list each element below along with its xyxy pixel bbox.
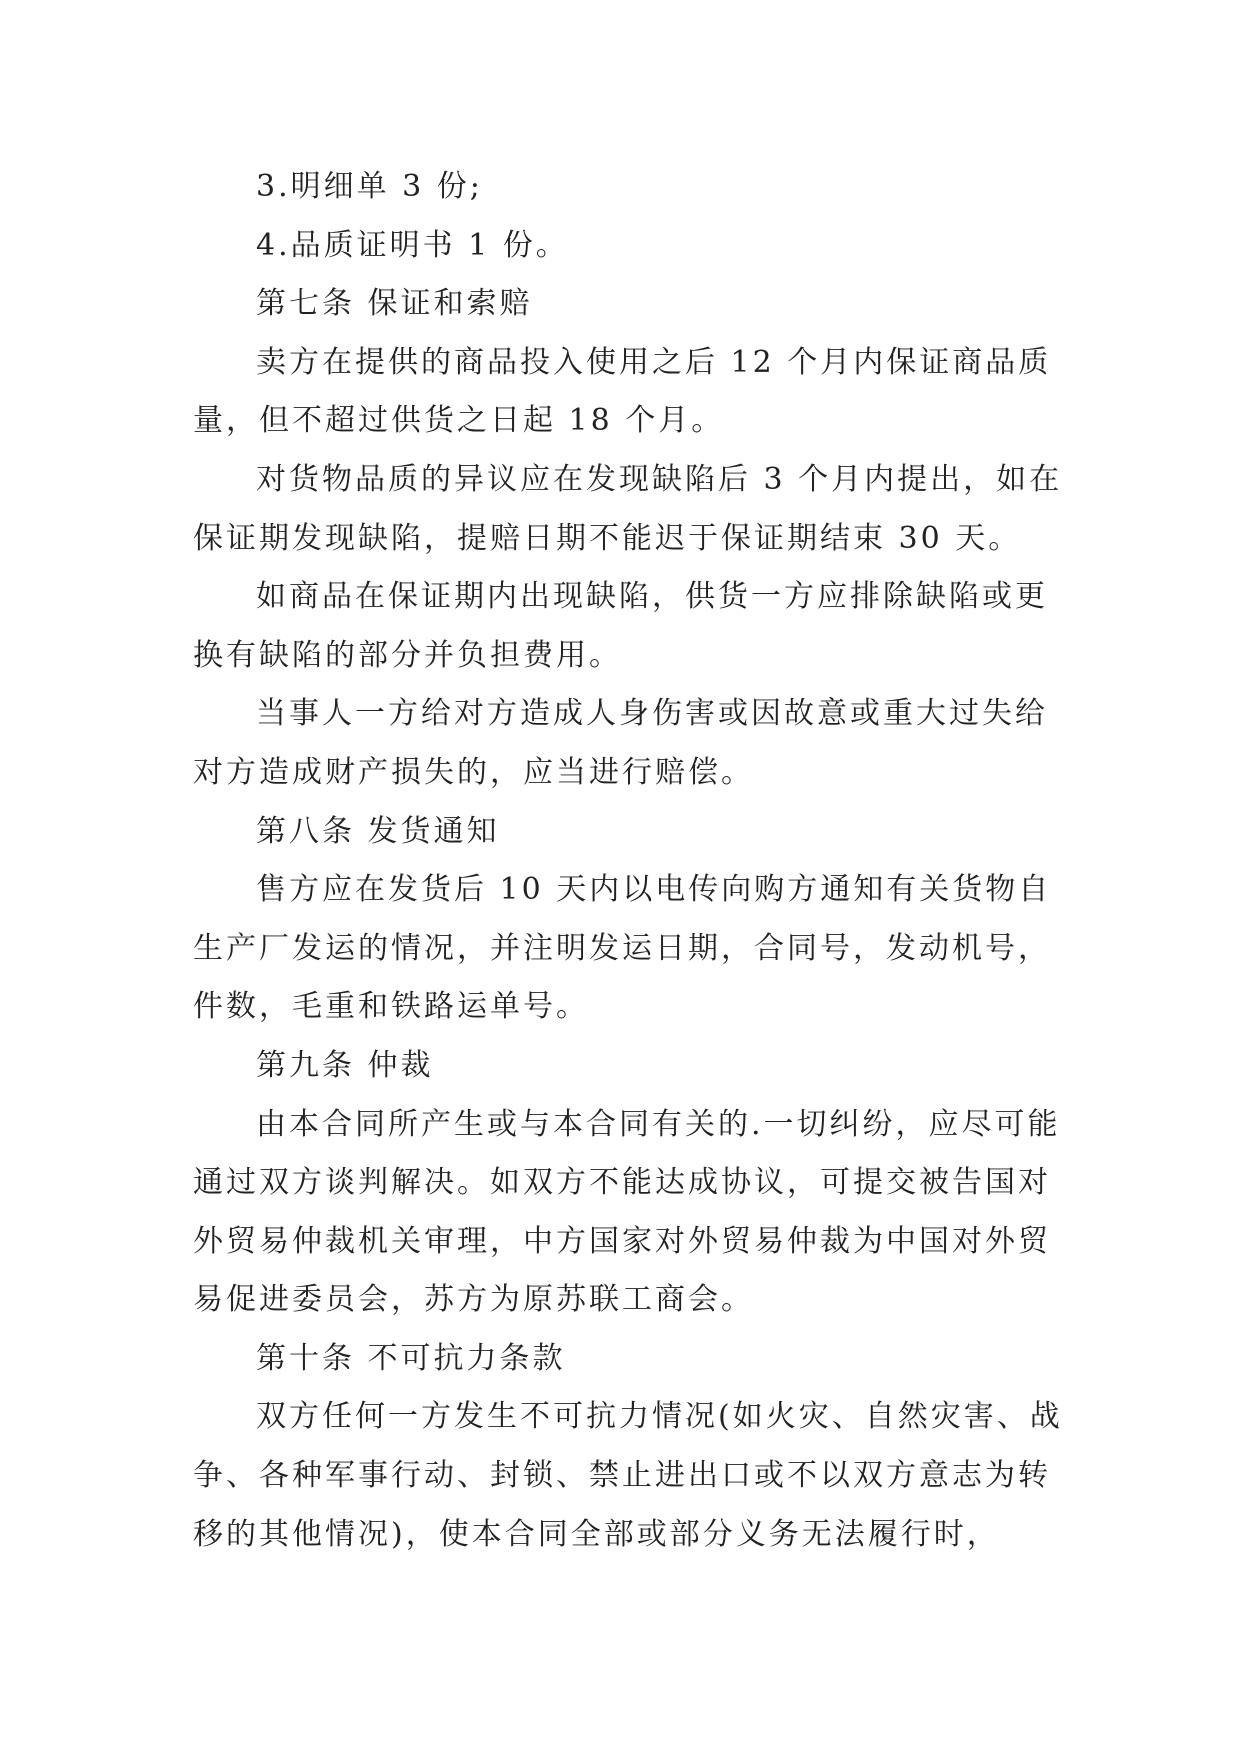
article-7-heading: 第七条 保证和索赔: [256, 286, 533, 322]
article-8-paragraph-1: 售方应在发货后 10 天内以电传向购方通知有关货物自生产厂发运的情况，并注明发运日期，合同号，发动机号，件数，毛重和铁路运单号。: [193, 872, 1052, 1025]
article-10-heading: 第十条 不可抗力条款: [256, 1340, 566, 1376]
article-7-paragraph-2: 对货物品质的异议应在发现缺陷后 3 个月内提出，如在保证期发现缺陷，提赔日期不能迟于保证期结束 30 天。: [193, 461, 1063, 556]
document-body: [193, 158, 1073, 1564]
article-10-paragraph-1: 双方任何一方发生不可抗力情况(如火灾、自然灾害、战争、各种军事行动、封锁、禁止进出口或不以双方意志为转移的其他情况)，使本合同全部或部分义务无法履行时，: [193, 1399, 1063, 1552]
article-9-paragraph-1: 由本合同所产生或与本合同有关的.一切纠纷，应尽可能通过双方谈判解决。如双方不能达成协议，可提交被告国对外贸易仲裁机关审理，中方国家对外贸易仲裁为中国对外贸易促进委员会，苏方为原苏联工商会。: [193, 1106, 1061, 1318]
article-7-paragraph-4: 当事人一方给对方造成人身伤害或因故意或重大过失给对方造成财产损失的，应当进行赔偿。: [193, 696, 1048, 790]
article-8-heading: 第八条 发货通知: [256, 813, 500, 849]
article-9-heading: 第九条 仲裁: [256, 1047, 434, 1083]
list-item-detail-sheet: 3.明细单 3 份;: [256, 169, 483, 204]
article-7-paragraph-1: 卖方在提供的商品投入使用之后 12 个月内保证商品质量，但不超过供货之日起 18 个月。: [193, 344, 1052, 439]
list-item-quality-certificate: 4.品质证明书 1 份。: [256, 227, 569, 263]
article-7-paragraph-3: 如商品在保证期内出现缺陷，供货一方应排除缺陷或更换有缺陷的部分并负担费用。: [193, 579, 1048, 673]
